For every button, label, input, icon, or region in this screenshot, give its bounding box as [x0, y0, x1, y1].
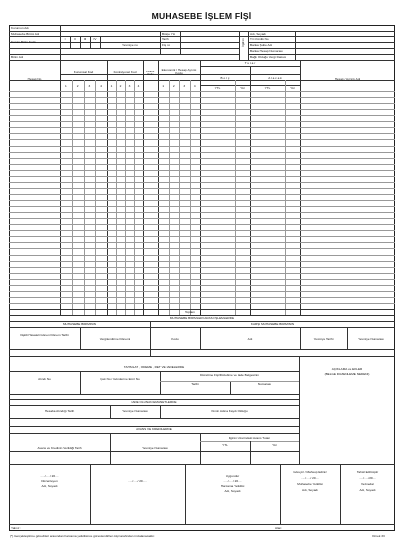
- grid-row-line: [9, 230, 395, 231]
- kurumsal-kod-header: Kurumsal Kod: [73, 71, 94, 74]
- grid-row-line: [9, 164, 395, 165]
- cek-no-col: Çek No / Gönderme Emri No: [100, 378, 140, 381]
- grid-row-line: [9, 279, 395, 280]
- grid-row-line: [9, 127, 395, 128]
- alacak-ykr-header: Ykr: [290, 86, 295, 90]
- col-num: 2: [172, 85, 175, 88]
- sign-heading: Uygundur: [225, 475, 240, 478]
- grid-row-line: [9, 285, 395, 286]
- grid-row-line: [9, 291, 395, 292]
- yalniz-label: Yalnız :: [11, 527, 22, 530]
- ornek-label: Örnek 33: [372, 535, 385, 538]
- grid-row-line: [9, 146, 395, 147]
- hesap-no-header: Hesap No: [27, 78, 42, 81]
- ilgilinin-label: İlgilinin: [241, 38, 245, 47]
- col-num: 2: [119, 85, 122, 88]
- sign-heading: Göreyiz / Mahsup Ediniz: [293, 471, 327, 474]
- alacak-ytl-header: YTL: [264, 86, 271, 90]
- level-3: III: [83, 38, 87, 41]
- muhasebe-birimi-label: Muhasebe Birimi Adı: [11, 32, 40, 36]
- grid-row-line: [9, 206, 395, 207]
- col-num: 4: [100, 85, 102, 88]
- yevmiye-tarihi-col: Yevmiye Tarihi: [313, 338, 334, 341]
- sign-date: ...../...../ 20....: [40, 475, 59, 478]
- alacak-header: A l a c a k: [268, 77, 282, 80]
- sign-date: ...../...../ 20.....: [128, 480, 147, 483]
- grid-row-line: [9, 194, 395, 195]
- sign-date: ...../...../ 20....: [223, 480, 242, 483]
- ilisik-label: İlişkili Havaleli Gönen Dönem Tarihi: [20, 334, 69, 337]
- borc-ytl-header: YTL: [214, 86, 221, 90]
- grid-row-line: [9, 255, 395, 256]
- aciklama-label: AÇIKLAMA ve EKLER: [331, 368, 363, 371]
- grid-row-line: [9, 158, 395, 159]
- tutar-header: T u t a r: [244, 62, 256, 65]
- aciklama-sub-label: (BELGE DÜZENLEME NEDENİ): [324, 373, 370, 376]
- col-num: 2: [76, 85, 79, 88]
- avans-title: AVANS VE KREDİLERDE: [136, 428, 172, 431]
- grid-row-line: [9, 182, 395, 183]
- adi-soyadi-label: Adı, Soyadı: [250, 32, 266, 36]
- grid-row-line: [9, 242, 395, 243]
- col-num: 3: [128, 85, 131, 88]
- grid-row-line: [9, 297, 395, 298]
- sign-title: Muhasebe Yetkilisi: [297, 483, 323, 486]
- iade-yevmiye-col: Yevmiye Numarası: [122, 410, 148, 413]
- grid-row-line: [9, 115, 395, 116]
- butce-yili-label: Bütçe Yılı: [162, 32, 176, 36]
- avans-ykr-col: Ykr: [272, 444, 277, 447]
- sign-name: Adı, Soyadı: [41, 485, 58, 488]
- yevmiye-no-label: Yevmiye no: [122, 44, 138, 47]
- grid-row-line: [9, 224, 395, 225]
- fis-no-label: Fiş no: [162, 44, 171, 47]
- page-title: MUHASEBE İŞLEM FİŞİ: [151, 11, 252, 21]
- grid-row-line: [9, 218, 395, 219]
- kurum-birim-kodu-label: Kurum Birim Kodu: [11, 41, 37, 44]
- col-num: 4: [193, 85, 196, 88]
- tc-kimlik-label: T.C.Kimlik No: [250, 38, 269, 41]
- arasi-title: MUHASEBE BİRİMLERİ ARASI İŞLEMLERDE: [169, 317, 235, 320]
- col-num: 1: [65, 85, 67, 88]
- duzeltme-header: Düzeltme Fişi/Düzeltme ve İade Belgesinin: [200, 374, 259, 377]
- muhasebe-birimi-header: MUHASEBE BİRİMİNİN: [62, 323, 96, 326]
- borc-header: B o r ç: [220, 77, 230, 80]
- level-2: II: [74, 38, 76, 41]
- grid-row-line: [9, 248, 395, 249]
- hesaba-alindi-col: Hesaba Alındığı Tarih: [44, 410, 75, 413]
- sign-date: ...../...../ 20....: [300, 477, 320, 480]
- grid-row-line: [9, 152, 395, 153]
- kodu-col: Kodu: [171, 338, 179, 341]
- grid-row-line: [9, 103, 395, 104]
- banka-hesap-label: Banka Hesap Numarası: [250, 50, 283, 53]
- grid-row-line: [9, 91, 395, 92]
- birim-adi-label: Birim Adı: [11, 56, 24, 59]
- kurum-adi-label: Kurumun Adı: [11, 26, 29, 30]
- grid-row-line: [9, 200, 395, 201]
- sign-name: Adı, Soyadı: [224, 490, 241, 493]
- duzeltme-tarihi-col: Tarihi: [191, 383, 199, 386]
- grid-row-line: [9, 236, 395, 237]
- grid-row-line: [9, 170, 395, 171]
- sign-title: Veznedar: [360, 483, 375, 486]
- karsi-birim-header: KARŞI MUHASEBE BİRİMİNİN: [250, 323, 295, 326]
- grid-row-line: [9, 121, 395, 122]
- grid-row-line: [9, 261, 395, 262]
- banka-sube-label: Banka Şube Adı: [250, 44, 273, 47]
- tarih-label: Tarih: [162, 38, 169, 41]
- col-num: 4: [137, 85, 140, 88]
- col-num: 1: [162, 85, 165, 88]
- finans-kodu-header: Finans. Kodu: [146, 71, 155, 76]
- yevmiye-numarasi-col: Yevmiye Numarası: [358, 338, 384, 341]
- duzeltme-numarasi-col: Numarası: [257, 383, 272, 386]
- grid-row-line: [9, 273, 395, 274]
- grid-row-line: [9, 139, 395, 140]
- vergi-donem-label: Vergilendirme Dönemi: [99, 338, 131, 341]
- grid-row-line: [9, 267, 395, 268]
- grid-row-line: [9, 303, 395, 304]
- ekonomik-kod-header: Ekonomik / Hesap Ayrıntı Kodu: [161, 69, 197, 76]
- avans-ytl-col: YTL: [222, 444, 228, 447]
- col-num: 3: [183, 85, 186, 88]
- sign-heading: Tahsil Edilmiştir: [356, 471, 379, 474]
- sign-title: Düzenleyen: [41, 480, 58, 483]
- col-num: 3: [88, 85, 91, 88]
- tahsilat-title: TAHSİLAT , ÖDEME , RET VE İADELERDE: [123, 366, 185, 369]
- avans-tarih-col: Avans ve Kredinin Verildiği Tarih: [37, 447, 82, 450]
- alan-label: Alan:: [275, 527, 283, 530]
- alindi-no-col: Alındı No: [38, 378, 51, 381]
- sign-title: Harcama Yetkilisi: [220, 485, 245, 488]
- fonksiyonel-kod-header: Fonksiyonel Kod: [113, 71, 137, 74]
- avans-yevmiye-col: Yevmiye Numarası: [142, 447, 168, 450]
- footnote: (*) Gerçekleştirme görevlileri arasından harcama yetkilisince görevlendirilen kişi tarafından imzalanacaktır.: [10, 535, 155, 538]
- adi-col: Adı: [247, 338, 253, 341]
- grid-row-line: [9, 212, 395, 213]
- grid-row-line: [9, 176, 395, 177]
- level-4: IV: [93, 38, 97, 41]
- iade-title: İADE OLUNAN EMANETLERDE: [131, 401, 177, 404]
- sign-name: Adı, Soyadı: [302, 489, 318, 492]
- iliski-ust-label: İlginin Üzerindeki Avans Tutarı: [228, 437, 271, 440]
- toplam-label: Toplam: [185, 311, 195, 314]
- grid-row-line: [9, 188, 395, 189]
- hesap-adi-header: Hesap / Ayrıntı Adı: [334, 78, 361, 81]
- kimin-adina-col: Kimin Adına Kaydı Olduğu: [211, 410, 248, 413]
- col-num: 1: [110, 85, 113, 88]
- level-1: I: [64, 38, 66, 41]
- grid-row-line: [9, 133, 395, 134]
- grid-row-line: [9, 97, 395, 98]
- vergi-dairesi-label: Bağlı Olduğu Vergi Dairesi: [250, 56, 287, 59]
- borc-ykr-header: Ykr: [240, 86, 245, 90]
- sign-name: Adı, Soyadı: [359, 489, 376, 492]
- sign-date: ...../...../20....: [358, 477, 377, 480]
- grid-row-line: [9, 109, 395, 110]
